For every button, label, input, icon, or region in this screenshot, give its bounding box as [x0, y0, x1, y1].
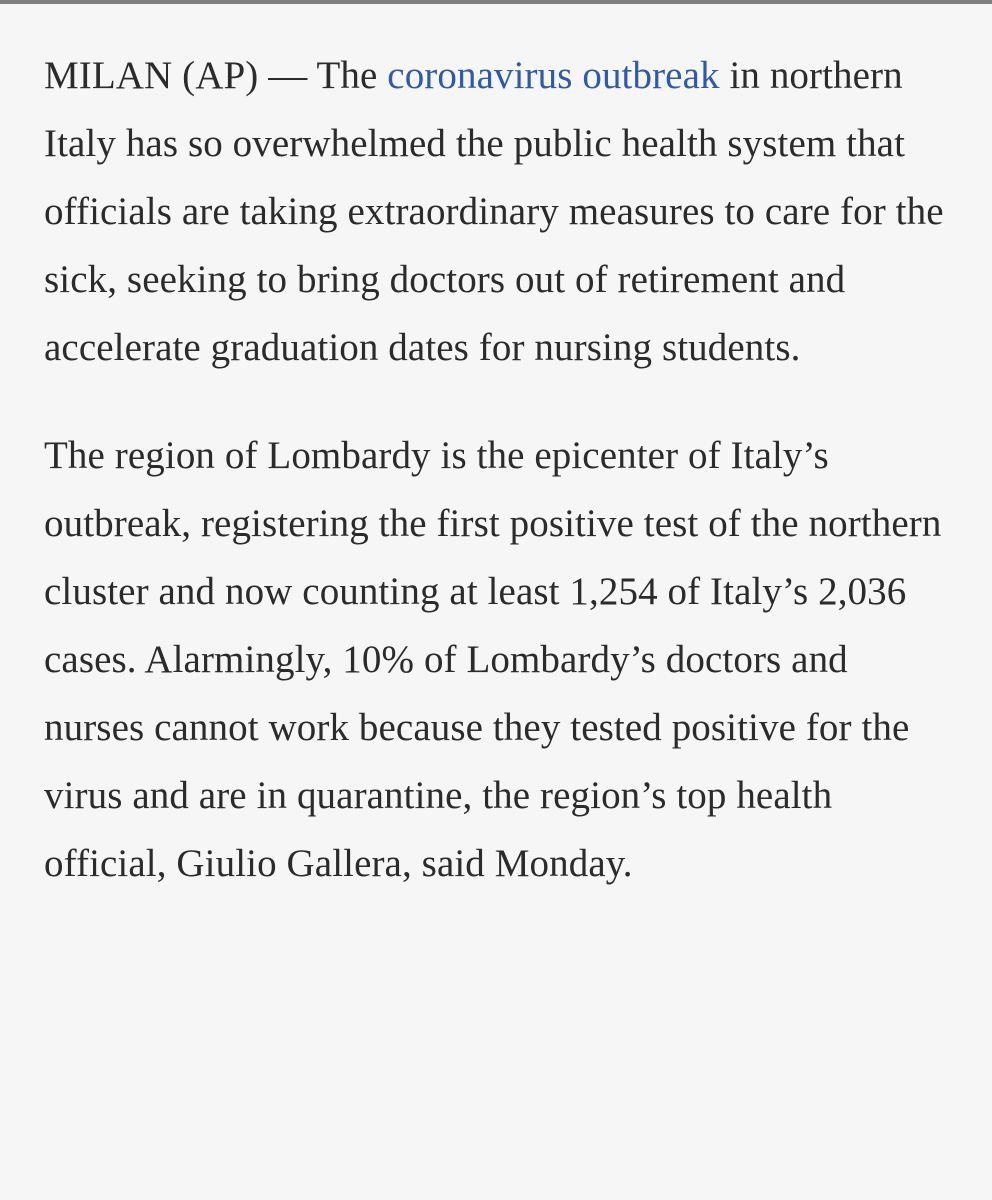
paragraph-1-rest: in northern Italy has so overwhelmed the public health system that officials are taking extraordinary measures to care for the sick, seeking to bring doctors out of retirement and accelerate graduation dates for nursing students. — [44, 54, 944, 369]
paragraph-1-lead: MILAN (AP) — The — [44, 54, 388, 97]
article-body — [44, 42, 954, 938]
paragraph-1 — [44, 42, 954, 382]
coronavirus-outbreak-link[interactable]: coronavirus outbreak — [387, 54, 720, 97]
paragraph-2: The region of Lombardy is the epicenter of Italy’s outbreak, registering the first positive test of the northern cluster and now counting at least 1,254 of Italy’s 2,036 cases. Alarmingly, 10% of Lombardy’s doctors and nurses cannot work because they tested positive for the virus and are in quarantine, the region’s top health official, Giulio Gallera, said Monday. — [44, 434, 942, 885]
top-divider — [0, 0, 992, 4]
